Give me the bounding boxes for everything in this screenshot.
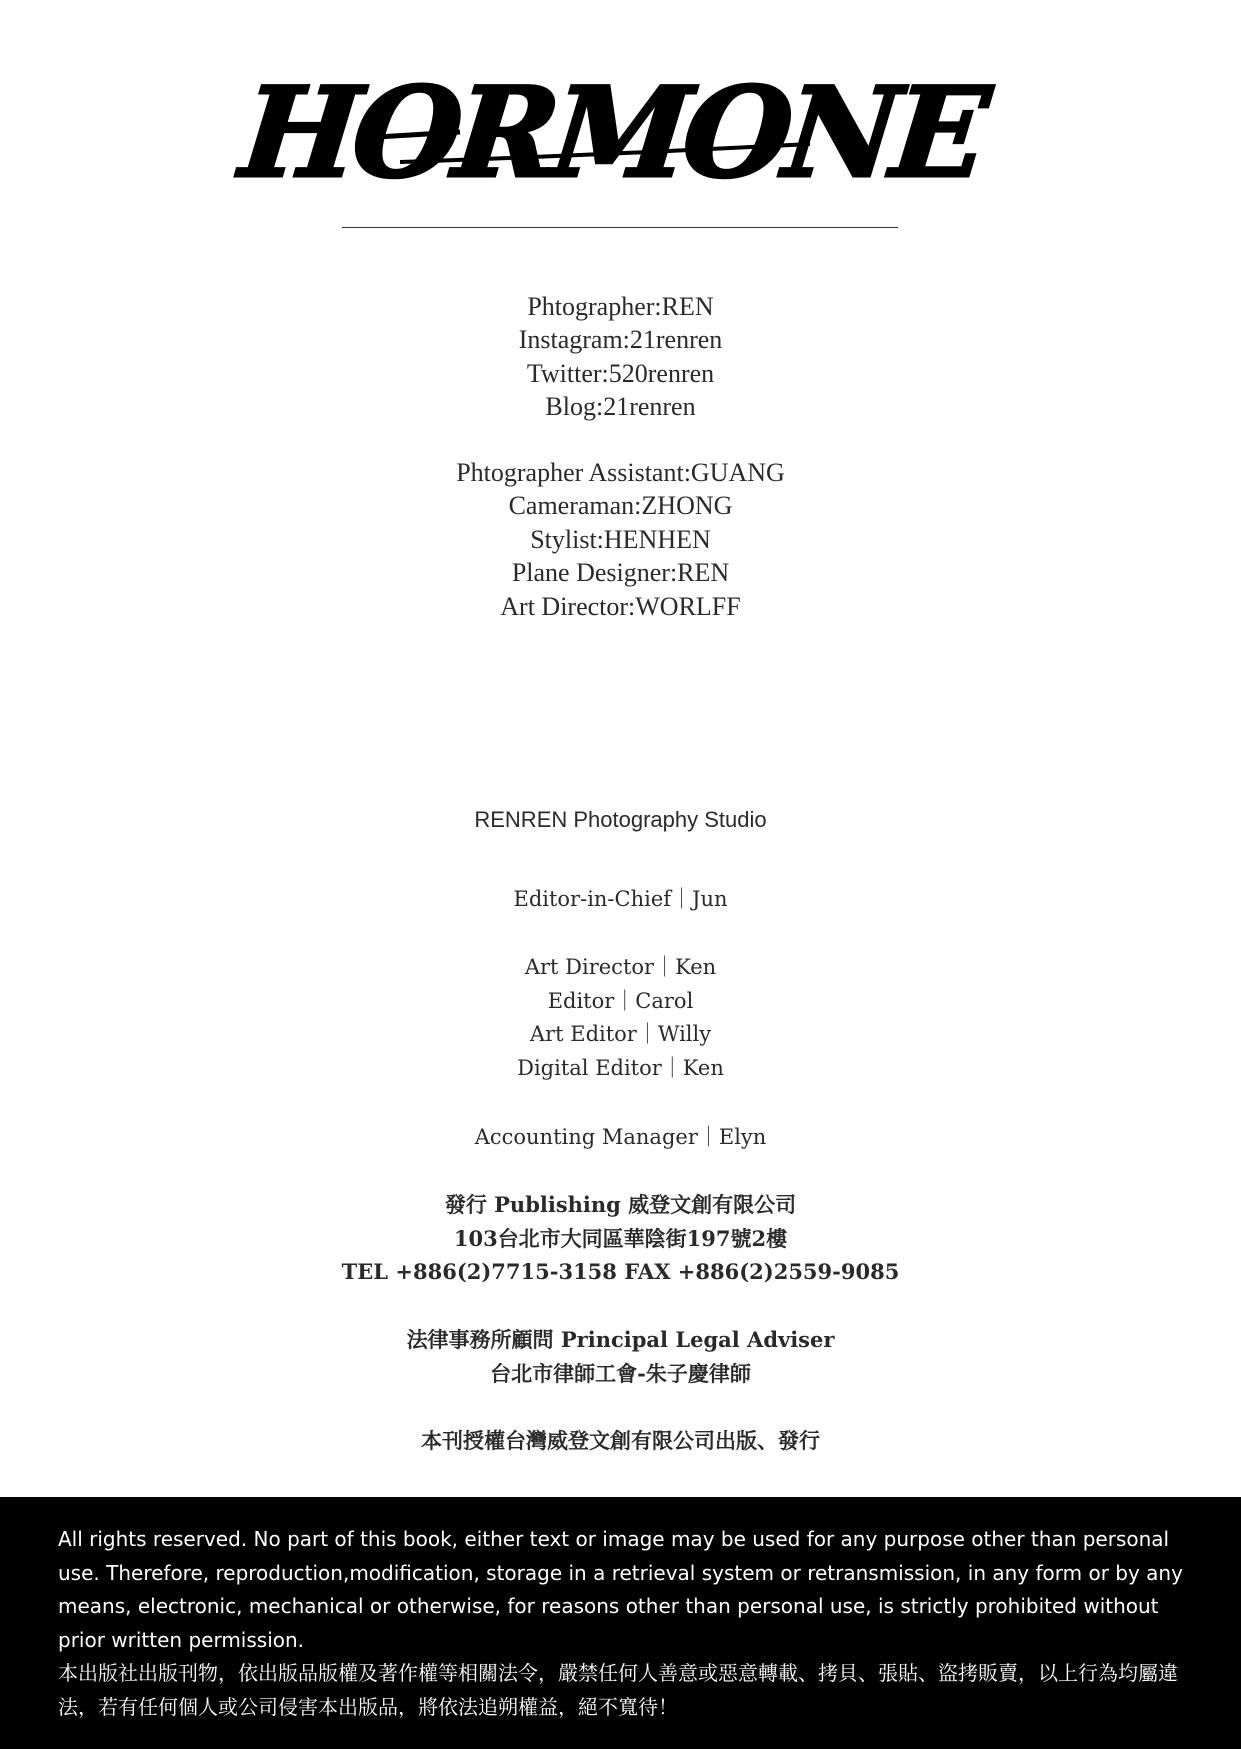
hormone-logo-art xyxy=(234,58,990,208)
studio-name: RENREN Photography Studio xyxy=(474,807,767,832)
copyright-footer xyxy=(0,1497,1241,1749)
publisher-contact: TEL +886(2)7715-3158 FAX +886(2)2559-9085 xyxy=(341,1259,900,1285)
credit-assistant: Phtographer Assistant:GUANG xyxy=(456,458,785,487)
credit-art-director: Art Director:WORLFF xyxy=(500,591,741,621)
legal-adviser: 法律事務所顧問 Principal Legal Adviser xyxy=(406,1327,835,1352)
credit-plane-designer: Plane Designer:REN xyxy=(511,558,730,588)
accounting-manager: Accounting Manager｜Elyn xyxy=(474,1125,767,1149)
masthead-editor-in-chief xyxy=(0,883,1241,917)
copyright-english: All rights reserved. No part of this book, either text or image may be used for any purpose other than personal use. Therefore, reproduction,modification, storage in a retrieval system or retransmission, in any form or by any means, electronic, mechanical or otherwise, for reasons other than personal use, is strictly prohibited without prior written permission. xyxy=(58,1527,1183,1652)
staff-art-editor: Art Editor｜Willy xyxy=(529,1022,712,1047)
copyright-chinese: 本出版社出版刊物，依出版品版權及著作權等相關法令，嚴禁任何人善意或惡意轉載、拷貝、張貼、盜拷販賣，以上行為均屬違法，若有任何個人或公司侵害本出版品，將依法追朔權益，絕不寬待！ xyxy=(58,1661,1178,1719)
credit-stylist: Stylist:HENHEN xyxy=(530,524,711,554)
credit-cameraman: Cameraman:ZHONG xyxy=(508,491,733,521)
editor-in-chief: Editor-in-Chief｜Jun xyxy=(513,887,728,911)
masthead-legal xyxy=(0,1323,1241,1390)
svg-text:HORMONE: HORMONE xyxy=(234,60,990,206)
photography-credits xyxy=(0,290,1241,424)
copyright-text xyxy=(58,1523,1198,1725)
hormone-logo xyxy=(234,58,990,208)
masthead-staff xyxy=(0,951,1241,1085)
publisher-name: 發行 Publishing 威登文創有限公司 xyxy=(444,1192,797,1217)
masthead-publisher xyxy=(0,1188,1241,1289)
credit-twitter: Twitter:520renren xyxy=(526,358,715,388)
divider-line xyxy=(342,227,898,228)
masthead-license xyxy=(0,1424,1241,1458)
staff-art-director: Art Director｜Ken xyxy=(524,955,717,979)
credit-photographer: Phtographer:REN xyxy=(527,292,714,321)
credit-blog: Blog:21renren xyxy=(545,392,696,422)
publisher-address: 103台北市大同區華陰街197號2樓 xyxy=(453,1225,788,1251)
masthead-accounting xyxy=(0,1121,1241,1155)
credit-instagram: Instagram:21renren xyxy=(518,325,723,355)
staff-digital-editor: Digital Editor｜Ken xyxy=(517,1055,724,1080)
license-statement: 本刊授權台灣威登文創有限公司出版、發行 xyxy=(421,1428,820,1453)
production-credits xyxy=(0,456,1241,623)
legal-adviser-name: 台北市律師工會-朱子慶律師 xyxy=(490,1360,751,1386)
staff-editor: Editor｜Carol xyxy=(547,988,694,1013)
